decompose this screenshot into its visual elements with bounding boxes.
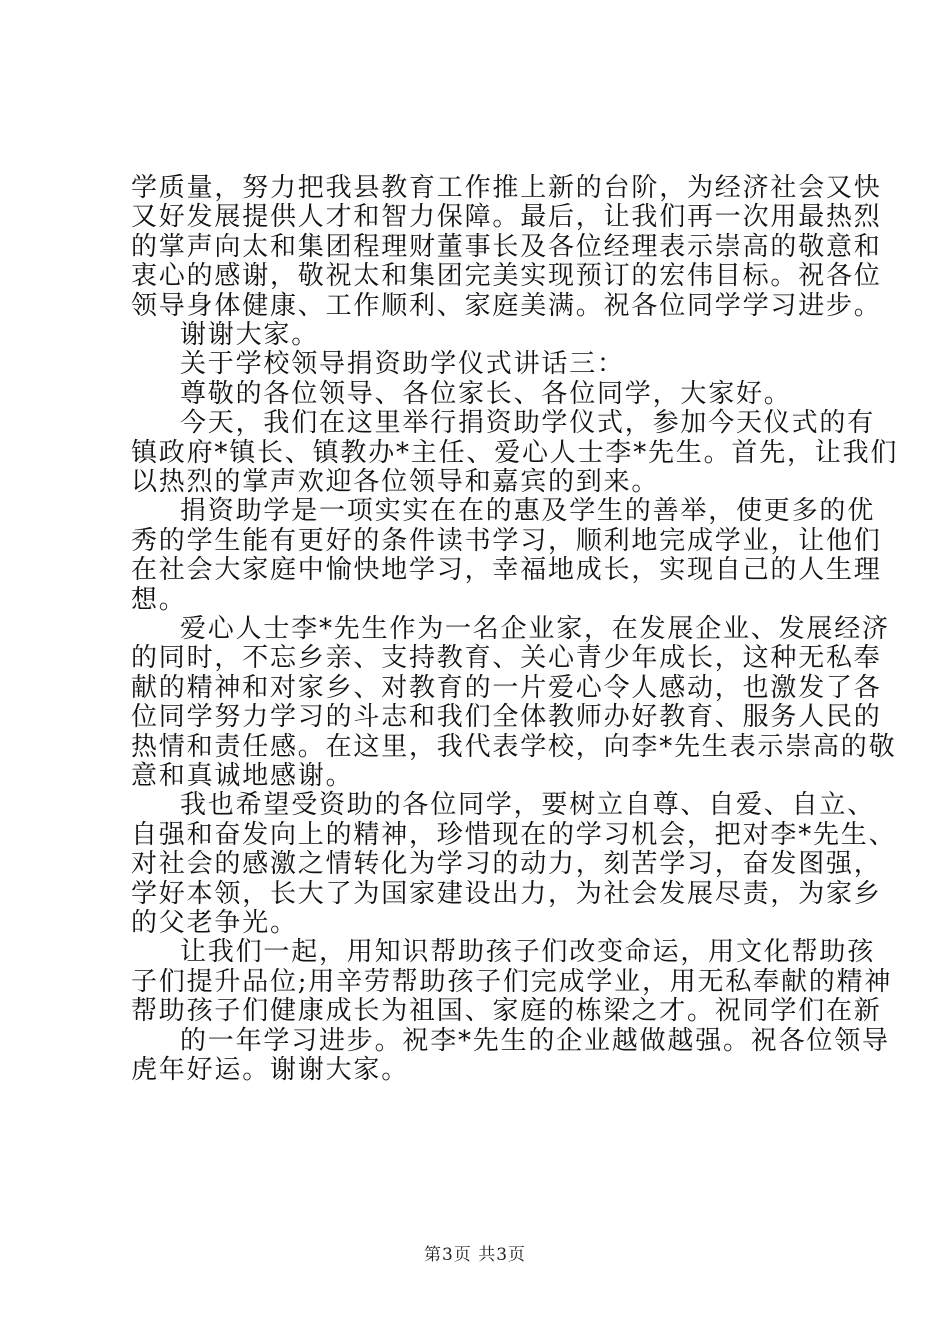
text-line: 我也希望受资助的各位同学，要树立自尊、自爱、自立、 bbox=[180, 790, 876, 821]
text-line: 捐资助学是一项实实在在的惠及学生的善举，使更多的优 bbox=[180, 496, 876, 527]
section-heading: 关于学校领导捐资助学仪式讲话三： bbox=[180, 349, 625, 380]
text-line: 秀的学生能有更好的条件读书学习，顺利地完成学业，让他们 bbox=[131, 525, 882, 556]
text-line: 献的精神和对家乡、对教育的一片爱心令人感动，也激发了各 bbox=[131, 672, 882, 703]
text-line: 学质量，努力把我县教育工作推上新的台阶，为经济社会又快 bbox=[131, 173, 882, 203]
text-line: 以热烈的掌声欢迎各位领导和嘉宾的到来。 bbox=[131, 467, 660, 497]
text-line: 学好本领，长大了为国家建设出力，为社会发展尽责，为家乡 bbox=[131, 878, 882, 909]
text-line: 又好发展提供人才和智力保障。最后，让我们再一次用最热烈 bbox=[131, 202, 882, 233]
text-line: 帮助孩子们健康成长为祖国、家庭的栋梁之才。祝同学们在新 bbox=[131, 996, 882, 1027]
salutation: 尊敬的各位领导、各位家长、各位同学，大家好。 bbox=[180, 378, 792, 409]
page-number-footer: 第3页 共3页 bbox=[423, 1245, 527, 1265]
text-line: 今天，我们在这里举行捐资助学仪式，参加今天仪式的有 bbox=[180, 408, 876, 439]
text-line: 谢谢大家。 bbox=[180, 320, 320, 350]
text-line: 在社会大家庭中愉快地学习，幸福地成长，实现自己的人生理 bbox=[131, 555, 882, 586]
text-line: 爱心人士李*先生作为一名企业家，在发展企业、发展经济 bbox=[180, 614, 890, 644]
text-line: 虎年好运。谢谢大家。 bbox=[131, 1055, 410, 1085]
text-line: 让我们一起，用知识帮助孩子们改变命运，用文化帮助孩 bbox=[180, 937, 876, 968]
text-line: 的父老争光。 bbox=[131, 908, 298, 938]
text-line: 的一年学习进步。祝李*先生的企业越做越强。祝各位领导 bbox=[180, 1025, 890, 1056]
text-line: 意和真诚地感谢。 bbox=[131, 761, 354, 791]
text-line: 的掌声向太和集团程理财董事长及各位经理表示崇高的敬意和 bbox=[131, 231, 882, 262]
text-line: 的同时，不忘乡亲、支持教育、关心青少年成长，这种无私奉 bbox=[131, 643, 882, 674]
text-line: 领导身体健康、工作顺利、家庭美满。祝各位同学学习进步。 bbox=[131, 290, 882, 321]
text-line: 对社会的感激之情转化为学习的动力，刻苦学习，奋发图强， bbox=[131, 849, 882, 880]
text-line: 衷心的感谢，敬祝太和集团完美实现预订的宏伟目标。祝各位 bbox=[131, 261, 882, 292]
text-line: 位同学努力学习的斗志和我们全体教师办好教育、服务人民的 bbox=[131, 702, 882, 733]
text-line: 子们提升品位;用辛劳帮助孩子们完成学业，用无私奉献的精神 bbox=[131, 966, 893, 997]
text-line: 想。 bbox=[131, 584, 187, 615]
text-line: 热情和责任感。在这里，我代表学校，向李*先生表示崇高的敬 bbox=[131, 731, 897, 762]
text-line: 镇政府*镇长、镇教办*主任、爱心人士李*先生。首先，让我们 bbox=[131, 437, 899, 468]
text-line: 自强和奋发向上的精神，珍惜现在的学习机会，把对李*先生、 bbox=[131, 819, 897, 850]
